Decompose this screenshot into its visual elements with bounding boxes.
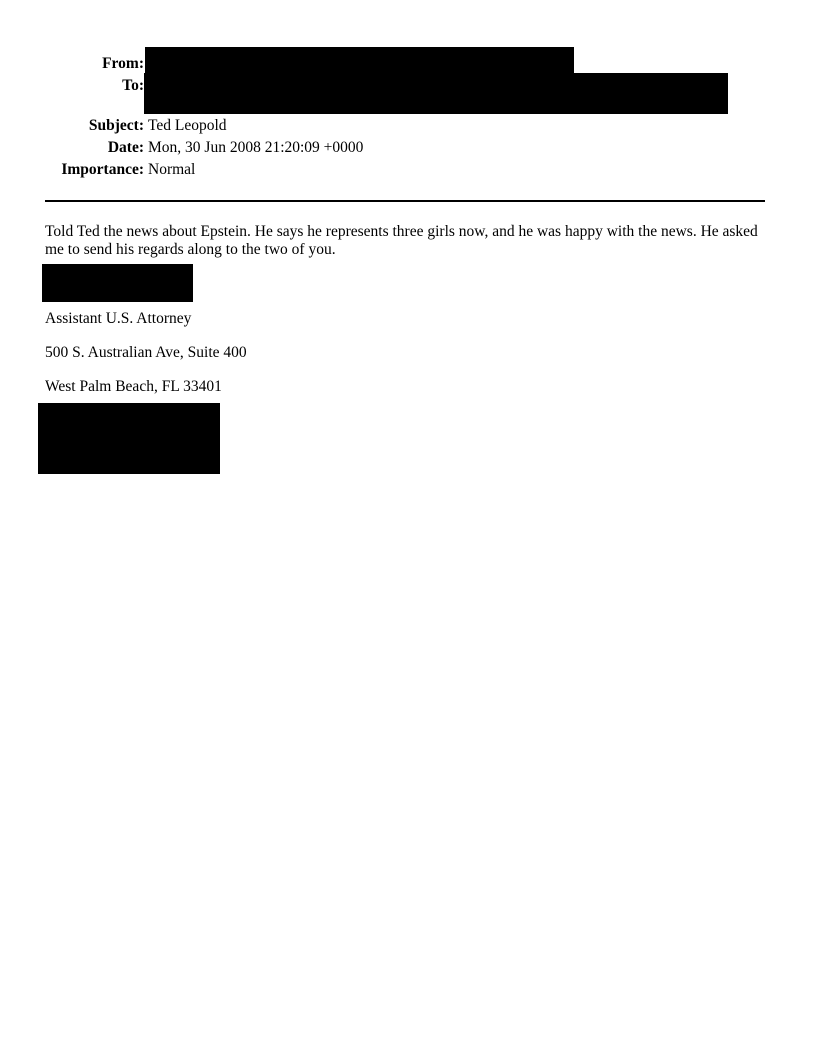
subject-value: Ted Leopold	[148, 117, 227, 134]
message-body: Told Ted the news about Epstein. He says he represents three girls now, and he was happy with the news. He asked me to send his regards along to the two of you.	[45, 223, 758, 258]
importance-label: Importance:	[61, 161, 144, 178]
date-value: Mon, 30 Jun 2008 21:20:09 +0000	[148, 139, 364, 156]
importance-value: Normal	[148, 161, 196, 178]
date-label: Date:	[107, 139, 144, 156]
from-label: From:	[102, 55, 144, 72]
to-label: To:	[122, 77, 144, 94]
subject-label: Subject:	[88, 117, 144, 134]
signature-address-line1: 500 S. Australian Ave, Suite 400	[45, 344, 247, 361]
sender-name-redaction	[42, 264, 193, 302]
to-redaction	[144, 73, 728, 114]
signature-address-line2: West Palm Beach, FL 33401	[45, 378, 222, 395]
contact-info-redaction	[38, 403, 220, 474]
signature-title: Assistant U.S. Attorney	[45, 310, 192, 327]
header-divider	[45, 200, 765, 202]
from-redaction	[145, 47, 574, 74]
